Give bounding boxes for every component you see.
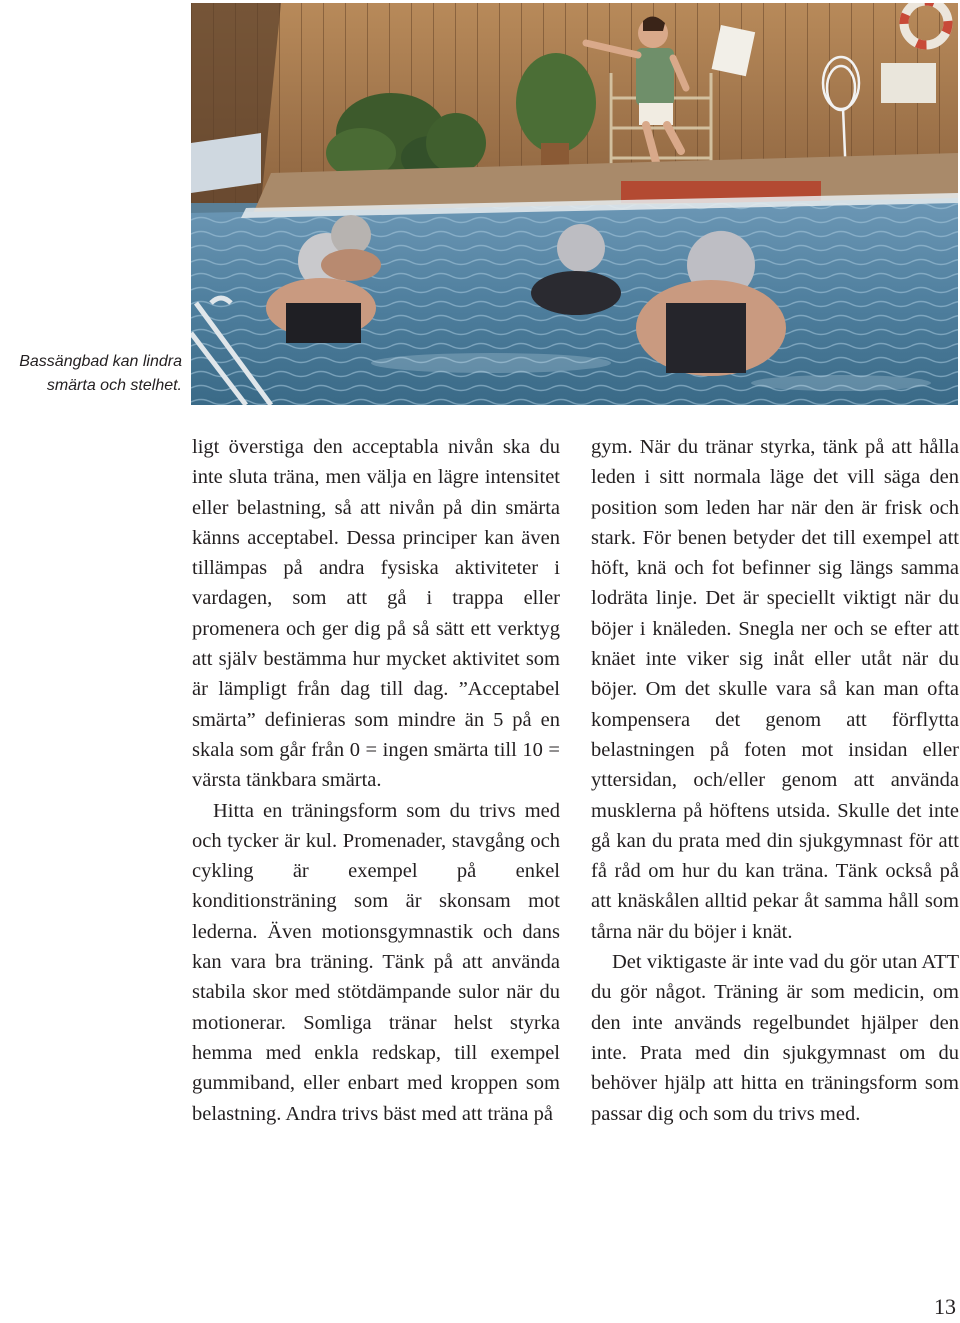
body-paragraph: Hitta en träningsform som du trivs med och tycker är kul. Promenader, stavgång och cykling är exempel på enkel konditionsträning som är skonsam mot lederna. Även motionsgymnastik och dans kan vara bra träning. Tänk på att använda stabila skor med stötdämpande sulor när du motionerar. Somliga tränar helst styrka hemma med enkla redskap, till exempel gummiband, eller enbart med kroppen som belastning. Andra trivs bäst med att träna på (192, 799, 560, 1125)
photo-caption (0, 350, 182, 398)
caption-line: smärta och stelhet. (46, 377, 182, 394)
left-text-column (192, 432, 560, 1129)
body-paragraph: ligt överstiga den acceptabla nivån ska du inte sluta träna, men välja en lägre intensitet eller belastning, så att nivån på din smärta känns acceptabel. Dessa principer kan även tillämpas på andra fysiska aktiviteter i vardagen, som att gå i trappa eller promenera och ger dig på så sätt ett verktyg att själv bestämma hur mycket aktivitet som är lämpligt från dag till dag. ”Acceptabel smärta” definieras som mindre än 5 på en skala som går från 0 = ingen smärta till 10 = värsta tänkbara smärta. (192, 436, 560, 792)
page-number: 13 (934, 1294, 956, 1319)
pool-exercise-photo (191, 3, 958, 405)
right-text-column (591, 432, 959, 1129)
body-paragraph: Det viktigaste är inte vad du gör utan ATT du gör något. Träning är som medicin, om den inte används regelbundet hjälper den inte. Prata med din sjukgymnast om du behöver hjälp att hitta en träningsform som passar dig och som du trivs med. (591, 951, 959, 1125)
caption-line: Bassängbad kan lindra (19, 353, 182, 370)
body-paragraph: gym. När du tränar styrka, tänk på att hålla leden i sitt normala läge det vill säga den position som leden har när den är frisk och stark. För benen betyder det till exempel att höft, knä och fot befinner sig längs samma lodräta linje. Det är speciellt viktigt när du böjer i knäleden. Snegla ner och se efter att knäet inte viker sig inåt eller utåt när du böjer. Om det skulle vara så kan man ofta kompensera det genom att förflytta belastningen på foten mot insidan eller yttersidan, och/eller genom att använda musklerna på höftens utsida. Skulle det inte gå kan du prata med din sjukgymnast för att få råd om hur du kan träna. Tänk också på att knäskålen alltid pekar åt samma håll som tårna när du böjer i knät. (591, 436, 959, 943)
